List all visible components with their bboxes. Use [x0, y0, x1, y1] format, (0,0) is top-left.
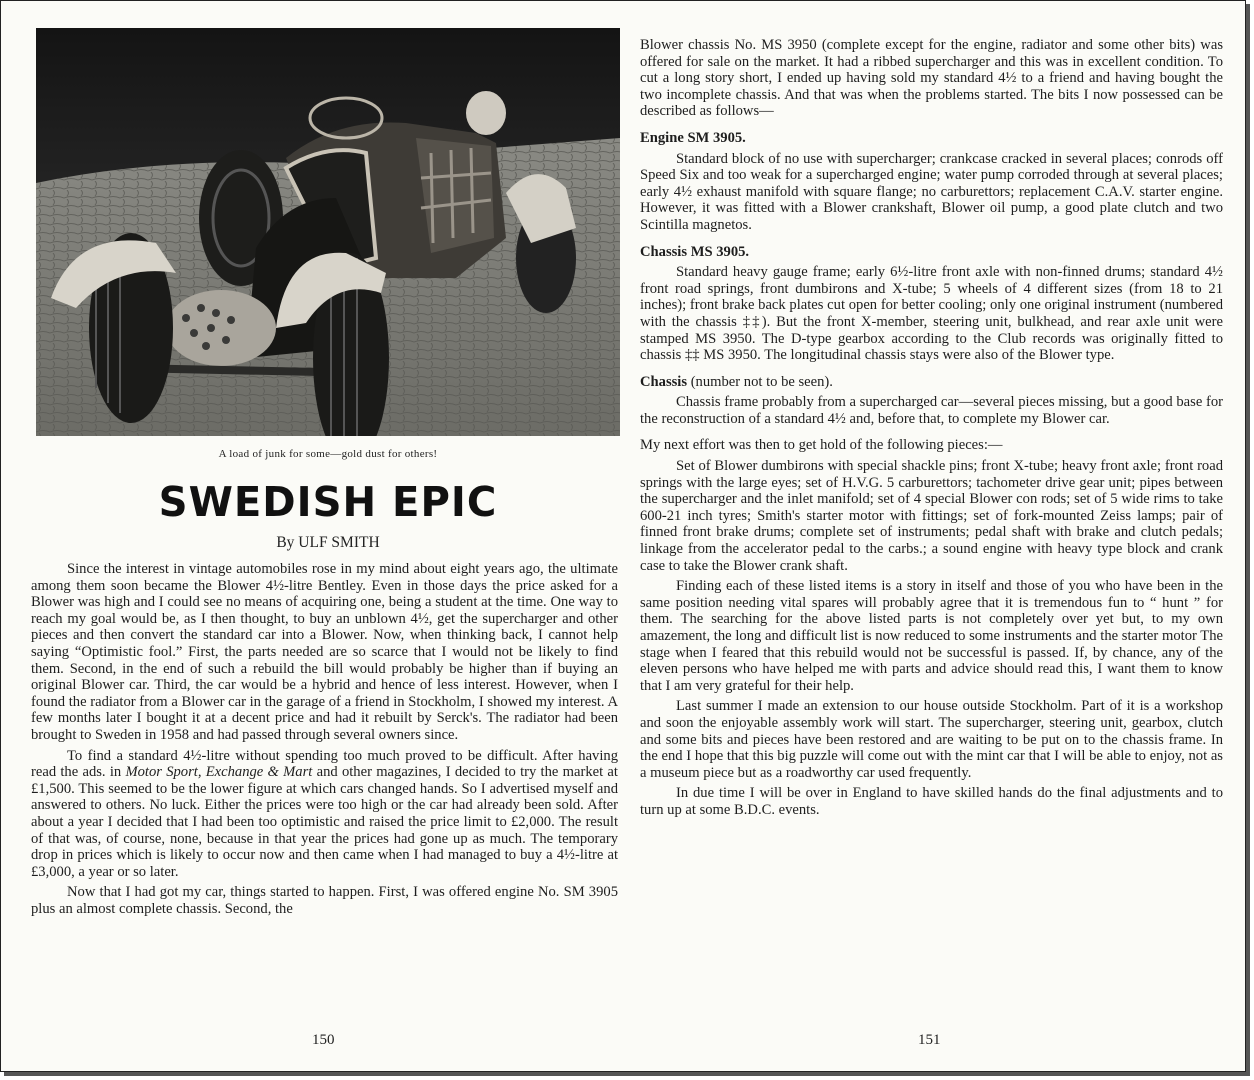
paragraph-due-time: In due time I will be over in England to have skilled hands do the final adjustments and to turn up at some B.D.C. events. [640, 785, 1223, 818]
paragraph-got-car: Now that I had got my car, things started to happen. First, I was offered engine No. SM 3905 plus an almost complete chassis. Second, the [31, 884, 618, 917]
paragraph-intro: Since the interest in vintage automobiles rose in my mind about eight years ago, the ultimate among them soon became the Blower 4½-litre Bentley. Even in those days the price asked for a Blower was high and I could see no means of acquiring one, being a student at the time. One way to reach my goal would be, as I then thought, to buy an unblown 4½, get the supercharger and other pieces and then convert the standard car into a Blower. Now, when thinking back, I cannot help saying “Optimistic fool.” First, the parts needed are so scarce that I would not be likely to find them. Second, in the end of such a rebuild the bill would probably be higher than if buying an original Blower car. Third, the car would be a hybrid and hence of less interest. However, when I found the radiator from a Blower car in the garage of a friend in Stockholm, I showed my interest. A few months later I bought it at a decent price and had it rebuilt by Serck's. The radiator had been brought to Sweden in 1958 and had passed through several owners since. [31, 561, 618, 743]
paragraph-market-part1: To find a standard 4½-litre without spending too much proved to be difficult. After having read the ads. in [31, 747, 618, 781]
page-number-right: 151 [918, 1032, 941, 1048]
paragraph-market [31, 748, 618, 881]
article-title: SWEDISH EPIC [158, 478, 498, 526]
paragraph-finding: Finding each of these listed items is a story in itself and those of you who have been in the same position needing vital spares will probably agree that it is tremendous fun to “ hunt ” for them. The searching for the above listed parts is not completely over yet but, to my own amazement, the long and difficult list is now reduced to some instruments and the starter motor The stage when I feared that this rebuild would not be successful is passed. If, by chance, any of the eleven persons who have helped me with parts and advice should read this, I want them to know that I am very grateful for their help. [640, 578, 1223, 694]
paragraph-blower-chassis: Blower chassis No. MS 3950 (complete except for the engine, radiator and some other bits) was offered for sale on the market. It had a ribbed supercharger and this was in excellent condition. To cut a long story short, I ended up having sold my standard 4½ to a friend and having bought the two incomplete chassis. And that was when the problems started. The bits I now possessed can be described as follows— [640, 37, 1223, 120]
paragraph-chassis-unknown: Chassis frame probably from a supercharged car—several pieces missing, but a good base for the reconstruction of a standard 4½ and, before that, to complete my Blower car. [640, 394, 1223, 427]
page-number-left: 150 [312, 1032, 335, 1048]
paragraph-chassis-ms3905: Standard heavy gauge frame; early 6½-litre front axle with non-finned drums; standard 4½ front road springs, front dumbirons and X-tube; 5 wheels of 4 different sizes (from 18 to 21 inches); front brake back plates cut open for better cooling; only one original instrument (numbered with the chassis ‡‡). But the front X-member, steering unit, bulkhead, and rear axle unit were stamped MS 3950. The D-type gearbox according to the Club records was originally fitted to chassis ‡‡ MS 3950. The longitudinal chassis stays were also of the Blower type. [640, 264, 1223, 364]
magazine-names: Motor Sport, Exchange & Mart [125, 764, 313, 781]
paragraph-engine: Standard block of no use with supercharger; crankcase cracked in several places; conrods off Speed Six and too weak for a supercharged engine; water pump corroded through at several places; early 4½ exhaust manifold with square flange; no carburettors; replacement C.A.V. starter engine. However, it was fitted with a Blower crankshaft, Blower oil pump, a good plate clutch and two Scintilla magnetos. [640, 150, 1223, 233]
paragraph-last-summer: Last summer I made an extension to our house outside Stockholm. Part of it is a workshop and soon the enjoyable assembly work will start. The supercharger, steering unit, gearbox, clutch and some bits and pieces have been restored and are waiting to be put on to the chassis frame. In the end I hope that this big puzzle will come out with the mint car that I will be able to enjoy, not as a museum piece but as a roadworthy car used frequently. [640, 698, 1223, 781]
heading-chassis-ms3905: Chassis MS 3905. [640, 243, 750, 260]
heading-chassis-note: (number not to be seen). [687, 373, 833, 390]
heading-chassis-unknown [640, 374, 1223, 391]
heading-chassis-bold: Chassis [640, 373, 688, 390]
photo-caption: A load of junk for some—gold dust for others! [218, 448, 438, 460]
heading-engine: Engine SM 3905. [640, 129, 746, 146]
paragraph-pieces-list: Set of Blower dumbirons with special shackle pins; front X-tube; heavy front axle; front road springs with the large eyes; set of H.V.G. 5 carburettors; tachometer drive gear unit; pipes between the supercharger and the inlet manifold; set of 4 special Blower con rods; set of 5 wide rims to take 600-21 inch tyres; Smith's starter motor with fittings; set of fork-mounted Zeiss lamps; pair of finned front brake drums; complete set of instruments; pedal shaft with brake and clutch pedals; linkage from the accelerator pedal to the carbs.; a sound engine with heavy type block and crank case to take the Blower crank shaft. [640, 458, 1223, 574]
paragraph-next-effort: My next effort was then to get hold of the following pieces:— [640, 437, 1003, 454]
car-photo [36, 28, 620, 436]
right-column [640, 37, 1223, 819]
article-byline: By ULF SMITH [276, 534, 380, 551]
paragraph-market-part2: and other magazines, I decided to try the market at £1,500. This seemed to be the lower figure at which cars changed hands. So I advertised myself and answered to others. No luck. Either the prices were too high or the car had already been sold. After about a year I decided that I had been too optimistic and raised the price limit to £2,000. The result of that was, of course, none, because in that year the prices had gone up as much. The temporary drop in prices which is likely to occur now and then came when I had managed to buy a 4½-litre at £3,000, a year or so later. [31, 764, 618, 880]
car-photo-illustration [36, 28, 620, 436]
left-column [31, 561, 618, 917]
